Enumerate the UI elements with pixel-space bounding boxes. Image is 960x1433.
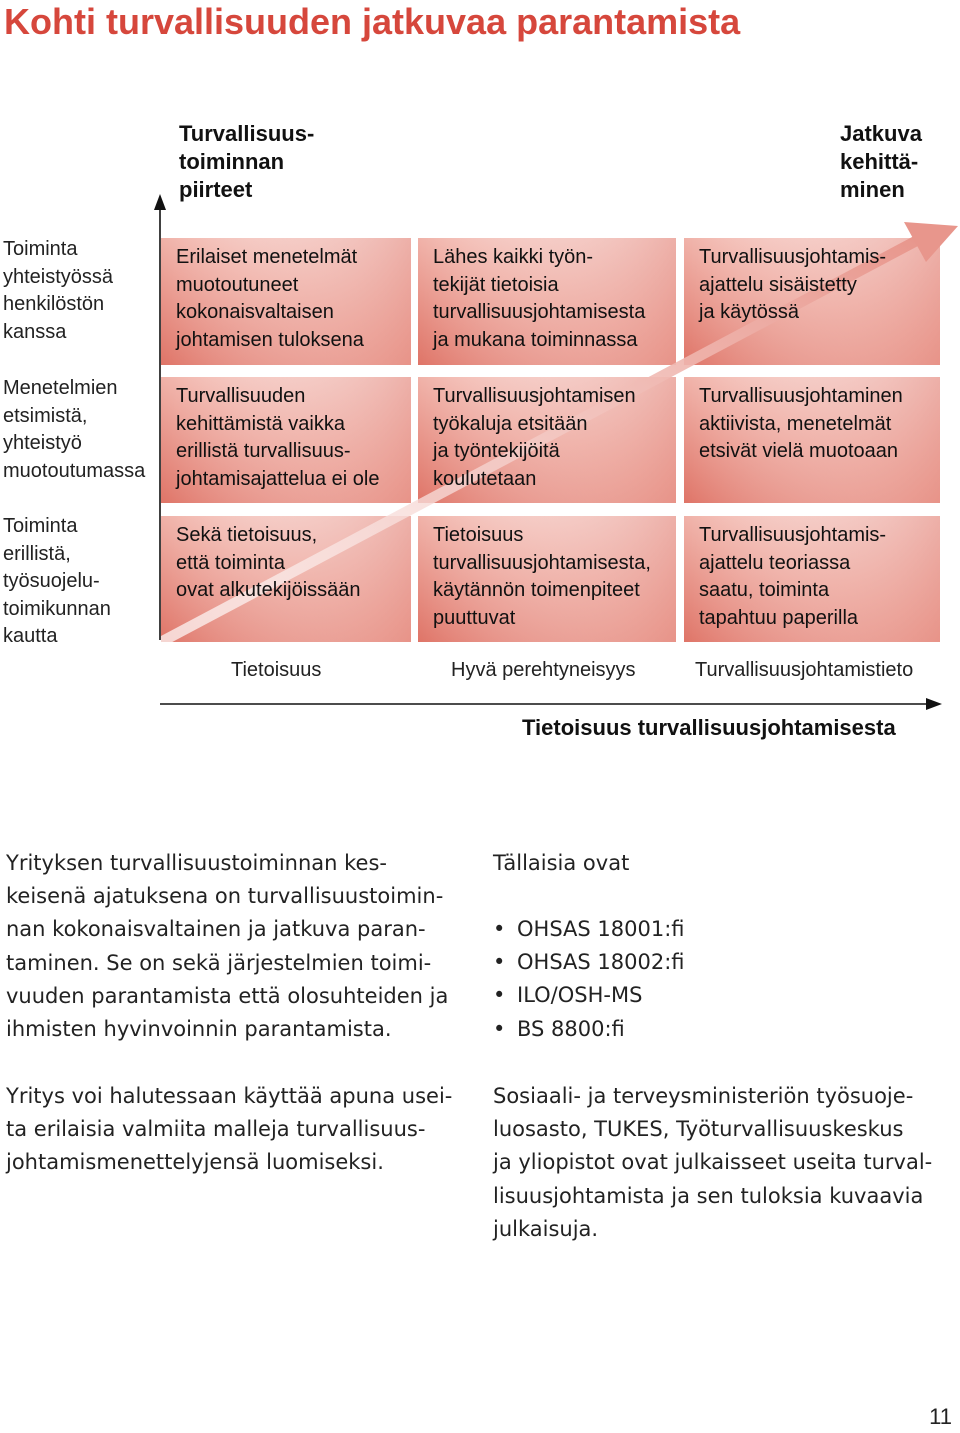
x-axis-arrowhead [926,698,942,710]
left-paragraph-1: Yrityksen turvallisuustoiminnan kes- keisenä ajatuksena on turvallisuustoimin- nan kokonaisvaltainen ja jatkuva paran- taminen. Se on sekä järjestelmien toimi- vuuden parantamista että olosuhteiden ja ihmisten hyvinvoinnin parantamista. [6,851,449,1042]
right-paragraph: Sosiaali- ja terveysministeriön työsuoje- luosasto, TUKES, Työturvallisuuskeskus ja yliopistot ovat julkaisseet useita turval- lisuusjohtamista ja sen tuloksia kuvaavia julkaisuja. [493,1084,933,1241]
row-label-1: Toiminta yhteistyössä henkilöstön kanssa [3,238,114,343]
cell-r1c1: Erilaiset menetelmät muotoutuneet kokonaisvaltaisen johtamisen tuloksena [176,246,364,352]
cell-r2c3: Turvallisuusjohtaminen aktiivista, menetelmät etsivät vielä muotoaan [699,385,903,463]
cell-r3c3: Turvallisuusjohtamis- ajattelu teoriassa saatu, toiminta tapahtuu paperilla [699,524,887,630]
right-intro: Tällaisia ovat [493,851,630,875]
cell-r2c2: Turvallisuusjohtamisen työkaluja etsitään ja työntekijöitä koulutetaan [433,385,636,491]
row-label-3: Toiminta erillistä, työsuojelu- toimikunnan kautta [3,515,111,647]
page-title: Kohti turvallisuuden jatkuvaa parantamista [4,1,741,42]
row-label-2: Menetelmien etsimistä, yhteistyö muotoutumassa [3,377,146,482]
y-axis-arrowhead [154,194,166,210]
bullet-icon: • [493,917,506,941]
cell-r1c2: Lähes kaikki työn- tekijät tietoisia turvallisuusjohtamisesta ja mukana toiminnassa [433,246,646,352]
list-item: • ILO/OSH-MS [493,979,685,1012]
left-paragraph-2: Yritys voi halutessaan käyttää apuna usei- ta erilaisia valmiita malleja turvallisuus- johtamismenettelyjensä luomiseksi. [6,1084,453,1175]
cell-r2c1: Turvallisuuden kehittämistä vaikka erillistä turvallisuus- johtamisajattelua ei ole [176,385,380,491]
list-item: • OHSAS 18001:fi [493,913,685,946]
y-axis-title: Turvallisuus- toiminnan piirteet [179,121,315,202]
bullet-icon: • [493,1016,506,1041]
cell-r1c3: Turvallisuusjohtamis- ajattelu sisäistetty ja käytössä [699,246,887,324]
bullet-icon: • [493,950,506,975]
column-label-1: Tietoisuus [231,659,322,681]
column-label-3: Turvallisuusjohtamistieto [695,659,914,681]
cell-r3c1: Sekä tietoisuus, että toiminta ovat alkutekijöissään [176,524,361,602]
page-number: 11 [929,1404,952,1429]
list-item: • OHSAS 18002:fi [493,946,685,979]
x-axis-title: Tietoisuus turvallisuusjohtamisesta [522,715,896,740]
bullet-icon: • [493,983,506,1008]
list-item: • BS 8800:fi [493,1013,685,1046]
corner-title: Jatkuva kehittä- minen [840,121,922,202]
cell-r3c2: Tietoisuus turvallisuusjohtamisesta, käytännön toimenpiteet puuttuvat [433,524,651,630]
column-label-2: Hyvä perehtyneisyys [451,659,636,681]
standards-list [493,913,685,1046]
